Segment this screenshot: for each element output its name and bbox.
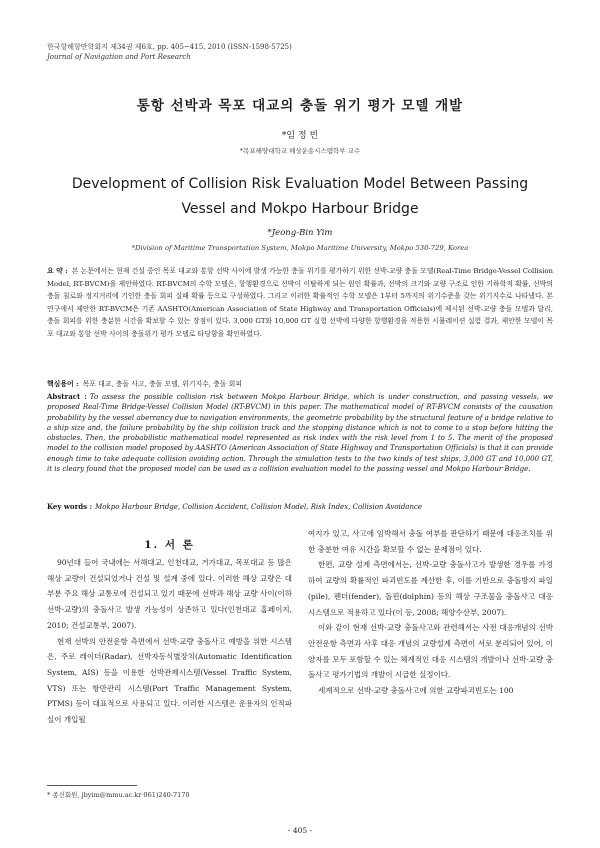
body-paragraph: 현재 선박의 안전운항 측면에서 선박-교량 충돌사고 예방을 위한 시스템은, 주로 레이더(Radar), 선박자동식별장치(Automatic Identification System, AIS) 등을 이용한 선박관제시스템(Vessel Traffic System, VTS) 또는 항만관리 시스템(Port Traffic Management System, PTMS) 등이 대표적으로 사용되고 있다. 이러한 시스템은 운용자의 인적파실이 개입될 <box>47 636 292 725</box>
body-paragraph: 90년대 들어 국내에는 서해대교, 인천대교, 거가대교, 목포대교 등 많은 해상 교량이 건설되었거나 건설 및 설계 중에 있다. 이러한 해상 교량은 대부분 주요 해상 교통로에 건설되고 있기 때문에 선박과 해상 교량 사이(이하 선박-교량)의 충돌사고 발생 가능성이 상존하고 있다(인천대교 홈페이지, 2010; 건설교통부, 2007). <box>47 558 292 630</box>
keywords-korean-label: 핵심용어 : <box>47 380 79 388</box>
journal-citation: 한국항해항만학회지 제34권 제6호, pp. 405~415, 2010 (ISSN-1598-5725) <box>47 43 292 51</box>
author-korean: *임 정 빈 <box>281 131 319 141</box>
body-paragraph: 세계적으로 선박-교량 충돌사고에 의한 교량파괴빈도는 100 <box>318 686 514 696</box>
section-heading-introduction: 1. 서 론 <box>144 539 195 551</box>
body-column-left <box>47 555 292 728</box>
title-en-line1: Development of Collision Risk Evaluation Model Between Passing <box>71 176 529 192</box>
footnote-divider <box>47 785 137 786</box>
paper-title-korean: 통항 선박과 목포 대교의 충돌 위기 평가 모델 개발 <box>136 98 464 114</box>
abstract-korean <box>47 265 553 341</box>
abstract-korean-text: 본 논문에서는 현재 건설 중인 목포 대교와 통항 선박 사이에 발생 가능한 충돌 위기를 평가하기 위한 선박-교량 충돌 모델(Real-Time Bridge-Vessel Collision Model, RT-BVCM)을 제안하였다. RT-BVCM의 수학 모델은, 항행환경으로 선박이 이탈하게 되는 원인 확률과, 선박의 크기와 교량 구조로 인한 기하학적 확률, 선박의 충돌 침로와 정지거리에 기인한 충돌 회피 실패 확률 등으로 구성하였다. 그리고 이러한 확률적인 수학 모델은 1부터 5까지의 위기수준을 갖는 위기지수로 나타냈다. 본 연구에서 제안한 RT-BVCM은 기존 AASHTO(American Association of State Highway and Transportation Officials)에 제시된 선박-교량 충돌 모델과 달리, 충돌 회피를 위한 충분한 시간을 확보할 수 있는 장점이 있다. 3,000 GT와 10,000 GT 실험 선박에 다양한 항행환경을 적용한 시뮬레이션 실험 결과, 제안한 모델이 목포 대교와 통항 선박 사이의 충돌위기 평가 모델로 타당함을 확인하였다. <box>47 267 553 338</box>
keywords-korean-text: 목포 대교, 충돌 사고, 충돌 모델, 위기지수, 충돌 회피 <box>82 380 242 388</box>
abstract-english-label: Abstract : <box>47 392 87 401</box>
keywords-english <box>47 502 553 511</box>
body-column-right <box>308 526 553 699</box>
abstract-english <box>47 392 553 474</box>
keywords-english-label: Key words : <box>47 502 93 511</box>
abstract-english-text: To assess the possible collision risk between Mokpo Harbour Bridge, which is under construction, and passing vessels, we proposed Real-Time Bridge-Vessel Collision Model (RT-BVCM) in this paper. The mathematical model of RT-BVCM consists of the causation probability by the vessel aberrancy due to navigation environments, the geometric probability by the structural feature of a bridge relative to a ship size and, the failure probability by the ship collision track and the stopping distance which is not to come to a stop before hitting the obstacles. Then, the probabilistic mathematical model represented as risk index with the risk level from 1 to 5. The merit of the proposed model to the collision model proposed by AASHTO (American Association of State Highway and Transportation Officials) is that it can provide enough time to take adequate collision avoiding action. Through the simulation tests to the two kinds of test ships, 3,000 GT and 10,000 GT, it is cleary found that the proposed model can be used as a collision evaluation model to the passing vessel and Mokpo Harbour Bridge. <box>47 393 554 474</box>
paper-title-english <box>0 172 600 222</box>
keywords-english-text: Mokpo Harbour Bridge, Collision Accident, Collision Model, Risk Index, Collision Avoidance <box>95 503 423 511</box>
body-paragraph: 한편, 교량 설계 측면에서는, 선박-교량 충돌사고가 발생한 경우를 가정하여 교량의 확률적인 파괴빈도를 계산한 후, 이를 기반으로 충돌방지 파일(pile), 펜더(fender), 돌핀(dolphin) 등의 해상 구조물을 충돌사고 대응 시스템으로 적용하고 있다(이 등, 2008; 해양수산부, 2007). <box>308 560 553 617</box>
page-number: - 405 - <box>287 826 313 835</box>
affiliation-korean: *목포해양대학교 해상운송시스템학부 교수 <box>239 147 361 155</box>
journal-header <box>47 42 292 62</box>
abstract-korean-label: 요 약 : <box>47 267 68 275</box>
title-en-line2: Vessel and Mokpo Harbour Bridge <box>181 201 419 217</box>
body-paragraph: 이와 같이 현재 선박-교량 충돌사고와 관련해서는 사전 대응개념의 선박 안전운항 측면과 사후 대응 개념의 교량설계 측면이 서로 분리되어 있어, 이 양자를 모두 포함할 수 있는 체계적인 대응 시스템의 개발이나 선박-교량 충돌사고 평가기법의 개발이 시급한 실정이다. <box>308 623 553 680</box>
body-paragraph: 여지가 있고, 사고에 임박해서 충돌 여부를 판단하기 때문에 대응조치를 위한 충분한 여유 시간을 확보할 수 없는 문제점이 있다. <box>308 529 553 554</box>
affiliation-english: *Division of Maritime Transportation System, Mokpo Maritime University, Mokpo 530-729, Korea <box>131 244 469 252</box>
author-english: *Jeong-Bin Yim <box>267 228 333 238</box>
keywords-korean <box>47 378 553 388</box>
footnote: * 종신회원, jbyim@mmu.ac.kr 061)240-7170 <box>47 791 190 799</box>
journal-name: Journal of Navigation and Port Research <box>47 53 191 61</box>
